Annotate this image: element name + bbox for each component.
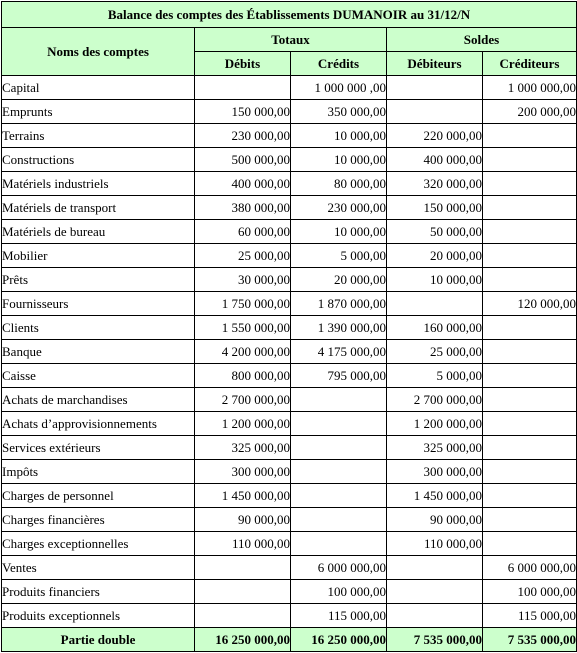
crediteur-cell bbox=[483, 244, 577, 268]
debiteur-cell: 1 450 000,00 bbox=[387, 484, 483, 508]
account-name: Charges de personnel bbox=[2, 484, 195, 508]
debiteur-cell: 5 000,00 bbox=[387, 364, 483, 388]
credit-cell: 4 175 000,00 bbox=[291, 340, 387, 364]
debiteur-cell bbox=[387, 604, 483, 628]
debit-cell bbox=[195, 556, 291, 580]
debiteur-cell: 160 000,00 bbox=[387, 316, 483, 340]
crediteur-cell bbox=[483, 532, 577, 556]
debit-cell: 1 550 000,00 bbox=[195, 316, 291, 340]
total-credit: 16 250 000,00 bbox=[291, 628, 387, 652]
credit-cell: 1 000 000 ,00 bbox=[291, 76, 387, 100]
debiteur-cell bbox=[387, 76, 483, 100]
account-name: Constructions bbox=[2, 148, 195, 172]
header-debits: Débits bbox=[195, 52, 291, 76]
account-name: Banque bbox=[2, 340, 195, 364]
debit-cell: 800 000,00 bbox=[195, 364, 291, 388]
account-name: Achats de marchandises bbox=[2, 388, 195, 412]
total-row bbox=[2, 628, 577, 652]
debiteur-cell: 300 000,00 bbox=[387, 460, 483, 484]
table-row bbox=[2, 364, 577, 388]
debiteur-cell: 400 000,00 bbox=[387, 148, 483, 172]
credit-cell: 10 000,00 bbox=[291, 148, 387, 172]
table-row bbox=[2, 532, 577, 556]
account-name: Impôts bbox=[2, 460, 195, 484]
debit-cell: 4 200 000,00 bbox=[195, 340, 291, 364]
debit-cell: 110 000,00 bbox=[195, 532, 291, 556]
debiteur-cell: 20 000,00 bbox=[387, 244, 483, 268]
account-name: Caisse bbox=[2, 364, 195, 388]
header-crediteurs: Créditeurs bbox=[483, 52, 577, 76]
debit-cell: 2 700 000,00 bbox=[195, 388, 291, 412]
credit-cell: 6 000 000,00 bbox=[291, 556, 387, 580]
crediteur-cell bbox=[483, 364, 577, 388]
crediteur-cell: 115 000,00 bbox=[483, 604, 577, 628]
debit-cell: 90 000,00 bbox=[195, 508, 291, 532]
debiteur-cell bbox=[387, 100, 483, 124]
debit-cell bbox=[195, 604, 291, 628]
account-name: Charges financières bbox=[2, 508, 195, 532]
crediteur-cell bbox=[483, 340, 577, 364]
credit-cell: 5 000,00 bbox=[291, 244, 387, 268]
table-row bbox=[2, 100, 577, 124]
debit-cell: 380 000,00 bbox=[195, 196, 291, 220]
debiteur-cell: 10 000,00 bbox=[387, 268, 483, 292]
crediteur-cell bbox=[483, 220, 577, 244]
credit-cell bbox=[291, 460, 387, 484]
table-row bbox=[2, 172, 577, 196]
crediteur-cell bbox=[483, 268, 577, 292]
account-name: Services extérieurs bbox=[2, 436, 195, 460]
debit-cell: 500 000,00 bbox=[195, 148, 291, 172]
crediteur-cell bbox=[483, 460, 577, 484]
debiteur-cell bbox=[387, 556, 483, 580]
credit-cell: 1 390 000,00 bbox=[291, 316, 387, 340]
table-row bbox=[2, 412, 577, 436]
debit-cell: 300 000,00 bbox=[195, 460, 291, 484]
account-name: Matériels de transport bbox=[2, 196, 195, 220]
credit-cell bbox=[291, 412, 387, 436]
table-row bbox=[2, 508, 577, 532]
credit-cell: 230 000,00 bbox=[291, 196, 387, 220]
debiteur-cell: 2 700 000,00 bbox=[387, 388, 483, 412]
table-row bbox=[2, 76, 577, 100]
account-name: Matériels industriels bbox=[2, 172, 195, 196]
account-name: Charges exceptionnelles bbox=[2, 532, 195, 556]
credit-cell: 1 870 000,00 bbox=[291, 292, 387, 316]
debiteur-cell: 320 000,00 bbox=[387, 172, 483, 196]
debiteur-cell: 110 000,00 bbox=[387, 532, 483, 556]
credit-cell bbox=[291, 388, 387, 412]
table-row bbox=[2, 604, 577, 628]
crediteur-cell: 100 000,00 bbox=[483, 580, 577, 604]
account-name: Prêts bbox=[2, 268, 195, 292]
debiteur-cell: 25 000,00 bbox=[387, 340, 483, 364]
crediteur-cell bbox=[483, 436, 577, 460]
header-soldes: Soldes bbox=[387, 28, 577, 52]
debit-cell: 60 000,00 bbox=[195, 220, 291, 244]
debit-cell: 150 000,00 bbox=[195, 100, 291, 124]
debiteur-cell: 220 000,00 bbox=[387, 124, 483, 148]
credit-cell bbox=[291, 484, 387, 508]
credit-cell: 10 000,00 bbox=[291, 220, 387, 244]
table-row bbox=[2, 460, 577, 484]
account-name: Achats d’approvisionnements bbox=[2, 412, 195, 436]
table-row bbox=[2, 556, 577, 580]
credit-cell: 795 000,00 bbox=[291, 364, 387, 388]
debit-cell: 1 450 000,00 bbox=[195, 484, 291, 508]
crediteur-cell: 200 000,00 bbox=[483, 100, 577, 124]
header-credits: Crédits bbox=[291, 52, 387, 76]
credit-cell: 115 000,00 bbox=[291, 604, 387, 628]
table-row bbox=[2, 148, 577, 172]
crediteur-cell bbox=[483, 124, 577, 148]
credit-cell: 100 000,00 bbox=[291, 580, 387, 604]
balance-table bbox=[1, 1, 577, 652]
crediteur-cell bbox=[483, 412, 577, 436]
table-row bbox=[2, 580, 577, 604]
crediteur-cell bbox=[483, 388, 577, 412]
table-row bbox=[2, 244, 577, 268]
account-name: Matériels de bureau bbox=[2, 220, 195, 244]
debit-cell: 1 750 000,00 bbox=[195, 292, 291, 316]
table-row bbox=[2, 436, 577, 460]
total-label: Partie double bbox=[2, 628, 195, 652]
crediteur-cell bbox=[483, 316, 577, 340]
debit-cell: 30 000,00 bbox=[195, 268, 291, 292]
crediteur-cell bbox=[483, 196, 577, 220]
table-title: Balance des comptes des Établissements DUMANOIR au 31/12/N bbox=[2, 2, 577, 28]
credit-cell: 350 000,00 bbox=[291, 100, 387, 124]
credit-cell bbox=[291, 436, 387, 460]
total-debiteur: 7 535 000,00 bbox=[387, 628, 483, 652]
account-name: Mobilier bbox=[2, 244, 195, 268]
account-name: Emprunts bbox=[2, 100, 195, 124]
credit-cell bbox=[291, 532, 387, 556]
credit-cell: 80 000,00 bbox=[291, 172, 387, 196]
account-name: Fournisseurs bbox=[2, 292, 195, 316]
debit-cell: 1 200 000,00 bbox=[195, 412, 291, 436]
table-row bbox=[2, 268, 577, 292]
table-row bbox=[2, 340, 577, 364]
header-debiteurs: Débiteurs bbox=[387, 52, 483, 76]
table-body bbox=[2, 76, 577, 628]
debit-cell: 230 000,00 bbox=[195, 124, 291, 148]
table-row bbox=[2, 124, 577, 148]
account-name: Produits financiers bbox=[2, 580, 195, 604]
debiteur-cell bbox=[387, 292, 483, 316]
debit-cell: 325 000,00 bbox=[195, 436, 291, 460]
header-totaux: Totaux bbox=[195, 28, 387, 52]
crediteur-cell bbox=[483, 148, 577, 172]
debit-cell: 400 000,00 bbox=[195, 172, 291, 196]
crediteur-cell bbox=[483, 508, 577, 532]
credit-cell: 20 000,00 bbox=[291, 268, 387, 292]
account-name: Clients bbox=[2, 316, 195, 340]
debit-cell: 25 000,00 bbox=[195, 244, 291, 268]
crediteur-cell: 1 000 000,00 bbox=[483, 76, 577, 100]
crediteur-cell: 6 000 000,00 bbox=[483, 556, 577, 580]
debiteur-cell: 90 000,00 bbox=[387, 508, 483, 532]
debit-cell bbox=[195, 76, 291, 100]
credit-cell bbox=[291, 508, 387, 532]
table-row bbox=[2, 316, 577, 340]
credit-cell: 10 000,00 bbox=[291, 124, 387, 148]
table-row bbox=[2, 220, 577, 244]
table-row bbox=[2, 292, 577, 316]
debiteur-cell: 50 000,00 bbox=[387, 220, 483, 244]
total-crediteur: 7 535 000,00 bbox=[483, 628, 577, 652]
debiteur-cell bbox=[387, 580, 483, 604]
debit-cell bbox=[195, 580, 291, 604]
account-name: Produits exceptionnels bbox=[2, 604, 195, 628]
debiteur-cell: 150 000,00 bbox=[387, 196, 483, 220]
total-debit: 16 250 000,00 bbox=[195, 628, 291, 652]
crediteur-cell bbox=[483, 484, 577, 508]
account-name: Terrains bbox=[2, 124, 195, 148]
table-row bbox=[2, 388, 577, 412]
account-name: Capital bbox=[2, 76, 195, 100]
header-names: Noms des comptes bbox=[2, 28, 195, 76]
debiteur-cell: 1 200 000,00 bbox=[387, 412, 483, 436]
table-row bbox=[2, 484, 577, 508]
crediteur-cell: 120 000,00 bbox=[483, 292, 577, 316]
crediteur-cell bbox=[483, 172, 577, 196]
table-row bbox=[2, 196, 577, 220]
account-name: Ventes bbox=[2, 556, 195, 580]
debiteur-cell: 325 000,00 bbox=[387, 436, 483, 460]
